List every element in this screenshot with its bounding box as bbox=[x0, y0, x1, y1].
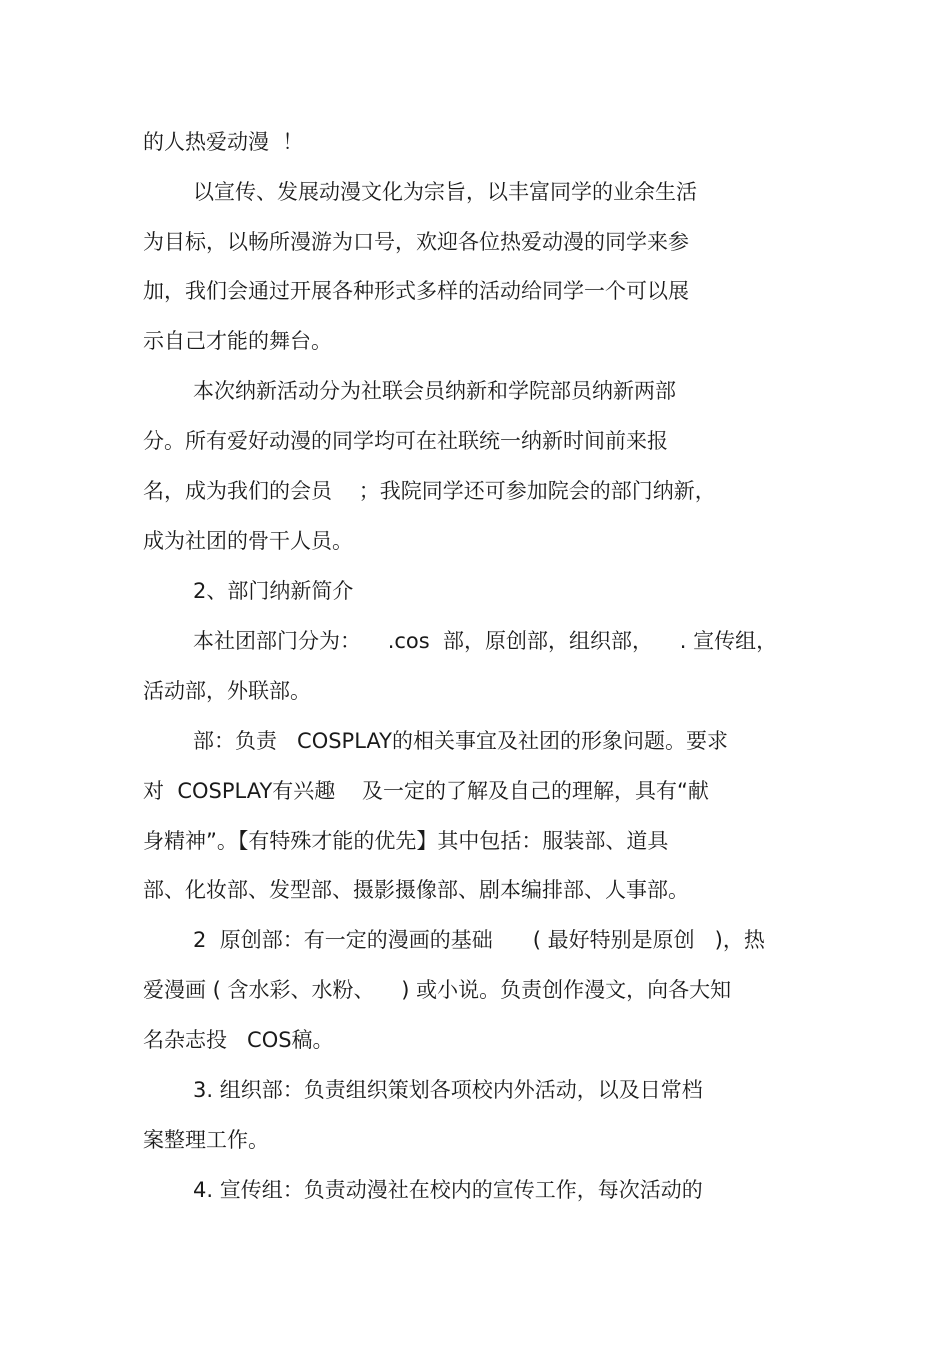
text-line: 4. 宣传组：负责动漫社在校内的宣传工作，每次活动的 bbox=[193, 1178, 703, 1202]
text-line: 活动部，外联部。 bbox=[143, 679, 311, 703]
text-line: 身精神”。【有特殊才能的优先】其中包括：服装部、道具 bbox=[143, 829, 669, 853]
text-line: 部：负责 COSPLAY的相关事宜及社团的形象问题。要求 bbox=[193, 729, 728, 753]
text-line: 名，成为我们的会员 ；我院同学还可参加院会的部门纳新， bbox=[143, 479, 716, 503]
text-line: 爱漫画 ( 含水彩、水粉、 ) 或小说。负责创作漫文，向各大知 bbox=[143, 978, 732, 1002]
text-line: 示自己才能的舞台。 bbox=[143, 329, 332, 353]
text-line: 3. 组织部：负责组织策划各项校内外活动，以及日常档 bbox=[193, 1078, 703, 1102]
text-line: 部、化妆部、发型部、摄影摄像部、剧本编排部、人事部。 bbox=[143, 878, 689, 902]
text-line: 本次纳新活动分为社联会员纳新和学院部员纳新两部 bbox=[193, 379, 676, 403]
section-heading: 2、部门纳新简介 bbox=[193, 579, 354, 603]
text-line: 本社团部门分为： .cos 部，原创部，组织部， . 宣传组， bbox=[193, 629, 778, 653]
text-line: 对 COSPLAY有兴趣 及一定的了解及自己的理解，具有“献 bbox=[143, 779, 709, 803]
text-line: 分。所有爱好动漫的同学均可在社联统一纳新时间前来报 bbox=[143, 429, 668, 453]
text-line: 2 原创部：有一定的漫画的基础 ( 最好特别是原创 )，热 bbox=[193, 928, 765, 952]
text-line: 加，我们会通过开展各种形式多样的活动给同学一个可以展 bbox=[143, 279, 689, 303]
text-line: 的人热爱动漫 ！ bbox=[143, 130, 304, 154]
text-line: 案整理工作。 bbox=[143, 1128, 269, 1152]
text-line: 名杂志投 COS稿。 bbox=[143, 1028, 334, 1052]
text-line: 以宣传、发展动漫文化为宗旨，以丰富同学的业余生活 bbox=[193, 180, 697, 204]
text-line: 为目标，以畅所漫游为口号，欢迎各位热爱动漫的同学来参 bbox=[143, 230, 689, 254]
text-line: 成为社团的骨干人员。 bbox=[143, 529, 353, 553]
